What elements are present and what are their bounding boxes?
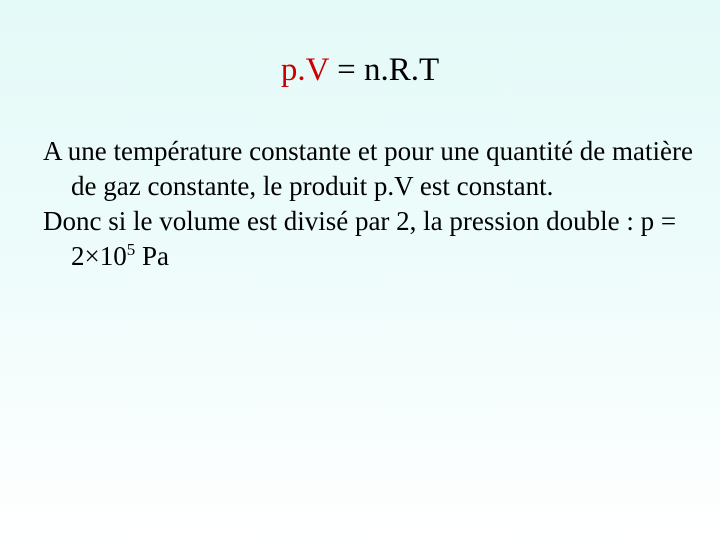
slide-title bbox=[0, 48, 720, 92]
body-text bbox=[43, 134, 693, 274]
paragraph-boyle-law: A une température constante et pour une quantité de matière de gaz constante, le produit p.V est constant. bbox=[43, 136, 693, 201]
exponent: 5 bbox=[126, 240, 136, 259]
title-nrt: = n.R.T bbox=[328, 52, 440, 88]
pressure-text: Donc si le volume est divisé par 2, la pression double : p = 2×10 bbox=[43, 206, 677, 271]
unit-text: Pa bbox=[135, 241, 169, 271]
title-pv: p.V bbox=[280, 52, 329, 88]
paragraph-pressure-double bbox=[43, 204, 693, 274]
